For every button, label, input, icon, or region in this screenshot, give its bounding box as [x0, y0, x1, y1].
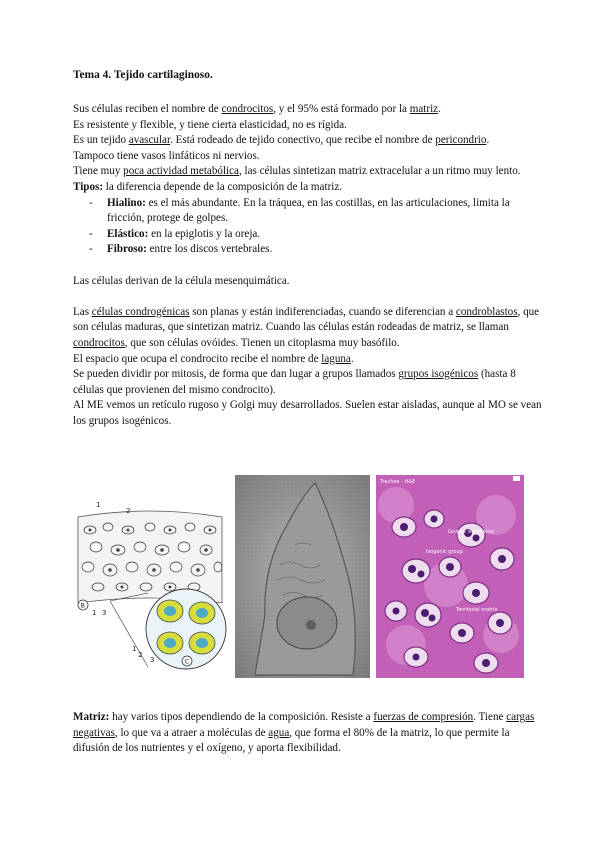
term-avascular: avascular: [128, 134, 171, 147]
circled-letter-c: C: [184, 657, 190, 666]
text: . Está rodeado de tejido conectivo, que recibe el nombre de: [170, 134, 436, 147]
dash: -: [89, 196, 93, 209]
text: .: [486, 134, 490, 147]
list-item: [73, 227, 543, 243]
text: son planas y están indiferenciadas, cuando se diferencian a: [189, 305, 456, 318]
electron-micrograph-icon: [235, 475, 370, 678]
label-3b: 3: [150, 656, 155, 664]
paragraph-mitosis: [73, 367, 543, 398]
text: Las: [73, 305, 92, 318]
text: . Tiene: [473, 711, 507, 723]
label-territorial-matrix: Territorial matrix: [456, 607, 498, 613]
list-item: [73, 196, 543, 227]
text: Tiene muy: [73, 165, 124, 178]
label-1: 1: [96, 501, 101, 509]
term-agua: agua: [268, 726, 290, 739]
stain-title: Trachea - H&E: [380, 479, 416, 485]
text: , que son células ovóides. Tienen un citoplasma muy basófilo.: [124, 336, 400, 349]
label-grupos-isogenicos: Grupos isogénicos: [448, 529, 494, 535]
type-desc: en la epiglotis y la oreja.: [148, 227, 261, 240]
paragraph-tipos: [73, 180, 543, 196]
text: la diferencia depende de la composición de la matriz.: [103, 180, 343, 193]
paragraph-laguna: [73, 352, 543, 368]
text: El espacio que ocupa el condrocito recibe el nombre de: [73, 352, 322, 365]
cartilage-drawing-figure: [70, 475, 230, 678]
type-name: Hialino:: [107, 196, 146, 209]
text: , que forma el 80% de la matriz, lo que permite la difusión de los nutrientes y el oxígeno, y aporta flexibilidad.: [73, 726, 510, 755]
paragraph-linfaticos: Tampoco tiene vasos linfáticos ni nervios.: [73, 149, 260, 162]
text: Es un tejido: [73, 134, 129, 147]
paragraph-matriz: [73, 710, 543, 757]
paragraph-mesenquimatica: Las células derivan de la célula mesenquimática.: [73, 274, 290, 287]
paragraph-me: Al ME vemos un retículo rugoso y Golgi muy desarrollados. Suelen estar aisladas, aunque al MO se vean los grupos isogénicos.: [73, 399, 542, 427]
circled-letter-b: B: [80, 601, 85, 610]
term-condrocitos: condrocitos: [221, 103, 274, 115]
label-3: 3: [102, 609, 107, 617]
page-title: Tema 4. Tejido cartilaginoso.: [73, 69, 213, 81]
label-tipos: Tipos:: [73, 180, 104, 193]
body-text: [73, 102, 543, 429]
paragraph-resistente: Es resistente y flexible, y tiene cierta elasticidad, no es rígida.: [73, 118, 347, 131]
paragraph-condrogenicas: [73, 305, 543, 352]
term-condroblastos: condroblastos: [455, 305, 518, 318]
text: , que son células maduras, que sintetizan matriz. Cuando las células están rodeadas de matriz, se llaman: [73, 305, 540, 334]
label-2: 2: [126, 507, 131, 515]
label-1c: 1: [132, 645, 137, 653]
text: (hasta 8 células que provienen del mismo condrocito).: [73, 368, 516, 396]
label-2b: 2: [138, 651, 143, 659]
label-isogenic-group: Isogenic group: [426, 549, 463, 555]
types-list: [73, 196, 543, 258]
text: .: [350, 352, 354, 365]
term-pericondrio: pericondrio: [435, 134, 487, 147]
spacer: [73, 258, 543, 274]
type-desc: entre los discos vertebrales.: [146, 243, 273, 256]
spacer: [73, 289, 543, 305]
cartilage-drawing-icon: [70, 475, 230, 678]
list-item: [73, 242, 543, 258]
paragraph-cells: [73, 102, 543, 118]
text: .: [438, 103, 441, 115]
text: , las células sintetizan matriz extracelular a un ritmo muy lento.: [238, 165, 521, 178]
type-desc: es el más abundante. En la tráquea, en las costillas, en las articulaciones, limita la fricción, protege de golpes.: [107, 196, 510, 225]
term-grupos-isogenicos: grupos isogénicos: [398, 368, 479, 381]
text: , y el 95% está formado por la: [273, 103, 410, 115]
term-fuerzas-compresion: fuerzas de compresión: [373, 711, 474, 723]
label-matriz: Matriz:: [73, 711, 110, 723]
text: hay varios tipos dependiendo de la composición. Resiste a: [109, 711, 374, 723]
term-poca-actividad: poca actividad metabólica: [123, 165, 239, 178]
electron-micrograph-figure: [235, 475, 370, 678]
dash: -: [89, 243, 93, 256]
text: , lo que va a atraer a moléculas de: [114, 726, 269, 739]
term-celulas-condrogenicas: células condrogénicas: [91, 305, 190, 318]
label-1b: 1: [92, 609, 97, 617]
term-matriz: matriz: [409, 103, 439, 115]
term-laguna: laguna: [321, 352, 351, 365]
paragraph-avascular: [73, 133, 543, 149]
trachea-stain-icon: [376, 475, 524, 678]
trachea-he-figure: [376, 475, 524, 678]
dash: -: [89, 227, 93, 240]
text: Sus células reciben el nombre de: [73, 103, 222, 115]
type-name: Elástico:: [107, 227, 149, 240]
term-cargas-negativas: cargas negativas: [73, 711, 535, 739]
term-condrocitos: condrocitos: [73, 336, 125, 349]
figures-row: [70, 475, 520, 678]
type-name: Fibroso:: [107, 243, 147, 256]
text: Se pueden dividir por mitosis, de forma que dan lugar a grupos llamados: [73, 368, 399, 381]
paragraph-metabolica: [73, 164, 543, 180]
